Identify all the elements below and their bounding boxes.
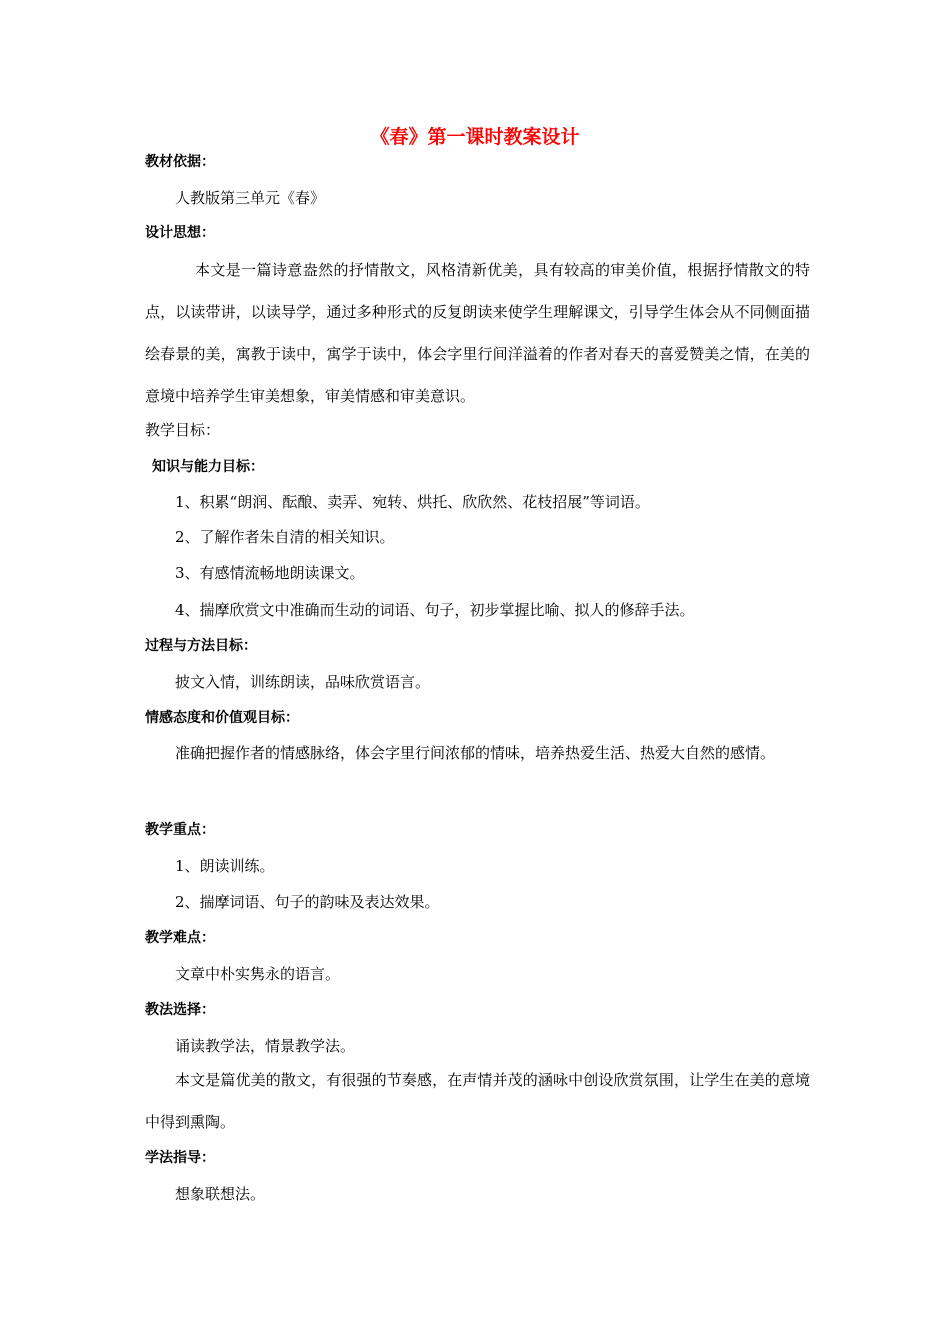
page-title: 《春》第一课时教案设计 — [370, 126, 580, 148]
key-point-item: 2、揣摩词语、句子的韵味及表达效果。 — [175, 893, 440, 911]
knowledge-item: 3、有感情流畅地朗读课文。 — [175, 564, 365, 582]
knowledge-heading: 知识与能力目标： — [152, 459, 264, 475]
study-heading: 学法指导： — [145, 1150, 215, 1166]
process-heading: 过程与方法目标： — [145, 638, 257, 654]
method-text-2: 本文是篇优美的散文，有很强的节奏感，在声情并茂的涵咏中创设欣赏氛围，让学生在美的意境中得到熏陶。 — [145, 1071, 810, 1131]
knowledge-item: 2、了解作者朱自清的相关知识。 — [175, 528, 395, 546]
difficulty-heading: 教学难点： — [145, 930, 215, 946]
key-point-item: 1、朗读训练。 — [175, 857, 275, 875]
method-text-1: 诵读教学法，情景教学法。 — [175, 1037, 356, 1055]
emotion-heading: 情感态度和价值观目标： — [145, 710, 299, 726]
design-text: 本文是一篇诗意盎然的抒情散文，风格清新优美，具有较高的审美价值，根据抒情散文的特点，以读带讲，以读导学，通过多种形式的反复朗读来使学生理解课文，引导学生体会从不同侧面描绘春景的美，寓教于读中，寓学于读中，体会字里行间洋溢着的作者对春天的喜爱赞美之情，在美的意境中培养学生审美想象，审美情感和审美意识。 — [145, 261, 810, 405]
process-text: 披文入情，训练朗读，品味欣赏语言。 — [175, 673, 431, 691]
study-text: 想象联想法。 — [175, 1185, 266, 1203]
key-points-heading: 教学重点： — [145, 822, 215, 838]
difficulty-text: 文章中朴实隽永的语言。 — [175, 965, 341, 983]
goals-heading: 教学目标： — [145, 421, 221, 439]
method-heading: 教法选择： — [145, 1002, 215, 1018]
emotion-text: 准确把握作者的情感脉络，体会字里行间浓郁的情味，培养热爱生活、热爱大自然的感情。 — [175, 744, 776, 762]
basis-heading: 教材依据： — [145, 154, 215, 170]
knowledge-item: 4、揣摩欣赏文中准确而生动的词语、句子，初步掌握比喻、拟人的修辞手法。 — [175, 601, 695, 619]
knowledge-item: 1、积累“朗润、酝酿、卖弄、宛转、烘托、欣欣然、花枝招展”等词语。 — [175, 493, 650, 511]
basis-text: 人教版第三单元《春》 — [175, 189, 326, 207]
design-heading: 设计思想： — [145, 225, 215, 241]
